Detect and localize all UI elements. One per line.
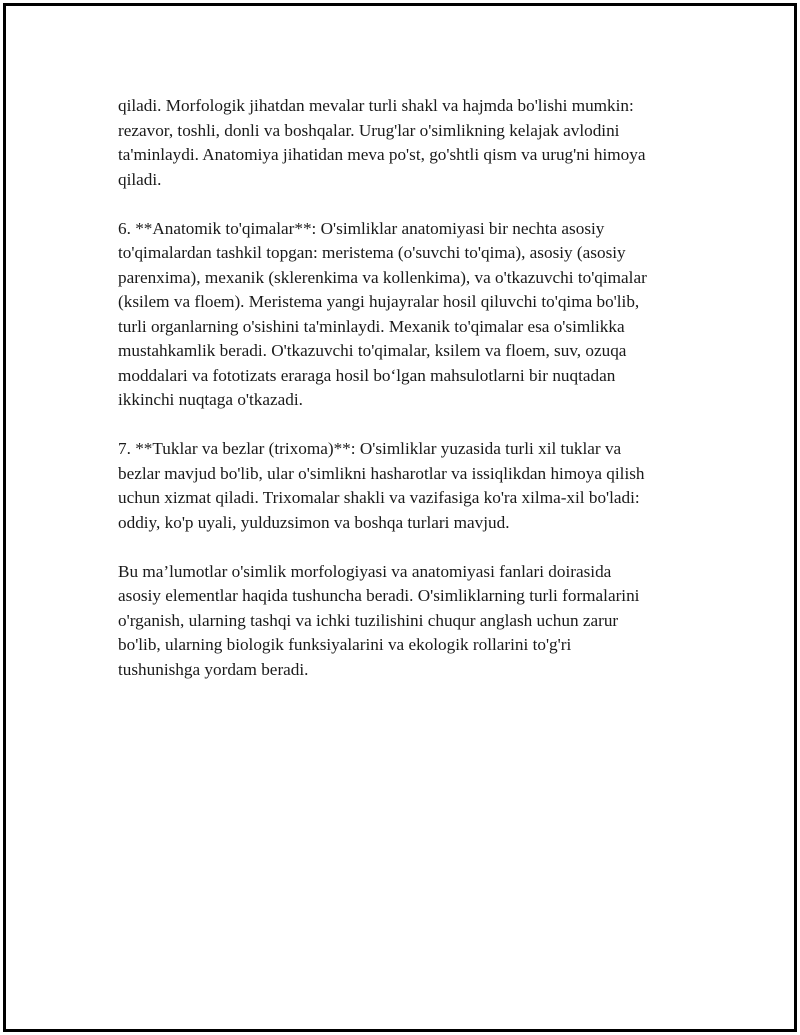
text-line: tushunishga yordam beradi.	[118, 659, 309, 679]
text-line: 6. **Anatomik to'qimalar**: O'simliklar anatomiyasi bir nechta asosiy	[118, 218, 605, 238]
text-line: rezavor, toshli, donli va boshqalar. Urug'lar o'simlikning kelajak avlodini	[118, 120, 620, 140]
text-line: parenxima), mexanik (sklerenkima va kollenkima), va o'tkazuvchi to'qimalar	[118, 267, 647, 287]
text-line: qiladi. Morfologik jihatdan mevalar turli shakl va hajmda bo'lishi mumkin:	[118, 96, 634, 115]
text-line: bezlar mavjud bo'lib, ular o'simlikni hasharotlar va issiqlikdan himoya qilish	[118, 463, 645, 483]
paragraph-conclusion	[118, 560, 708, 683]
paragraph-anatomical-tissues	[118, 217, 708, 413]
text-line: to'qimalardan tashkil topgan: meristema (o'suvchi to'qima), asosiy (asosiy	[118, 243, 626, 262]
text-line: o'rganish, ularning tashqi va ichki tuzilishini chuqur anglash uchun zarur	[118, 610, 619, 630]
text-line: qiladi.	[118, 169, 162, 189]
text-line: turli organlarning o'sishini ta'minlaydi. Mexanik to'qimalar esa o'simlikka	[118, 316, 625, 336]
text-line: moddalari va fototizats eraraga hosil bo‘lgan mahsulotlarni bir nuqtadan	[118, 365, 616, 385]
text-line: oddiy, ko'p uyali, yulduzsimon va boshqa turlari mavjud.	[118, 512, 510, 532]
document-body	[118, 94, 708, 707]
text-line: Bu ma’lumotlar o'simlik morfologiyasi va anatomiyasi fanlari doirasida	[118, 561, 612, 581]
text-line: ikkinchi nuqtaga o'tkazadi.	[118, 390, 303, 409]
text-line: mustahkamlik beradi. O'tkazuvchi to'qimalar, ksilem va floem, suv, ozuqa	[118, 341, 627, 360]
paragraph-fruit-morphology	[118, 94, 708, 192]
paragraph-trichomes	[118, 437, 708, 535]
text-line: bo'lib, ularning biologik funksiyalarini va ekologik rollarini to'g'ri	[118, 635, 572, 654]
text-line: uchun xizmat qiladi. Trixomalar shakli va vazifasiga ko'ra xilma-xil bo'ladi:	[118, 488, 640, 507]
text-line: (ksilem va floem). Meristema yangi hujayralar hosil qiluvchi to'qima bo'lib,	[118, 292, 640, 311]
text-line: ta'minlaydi. Anatomiya jihatidan meva po'st, go'shtli qism va urug'ni himoya	[118, 145, 646, 164]
text-line: 7. **Tuklar va bezlar (trixoma)**: O'simliklar yuzasida turli xil tuklar va	[118, 439, 622, 458]
text-line: asosiy elementlar haqida tushuncha beradi. O'simliklarning turli formalarini	[118, 586, 640, 605]
